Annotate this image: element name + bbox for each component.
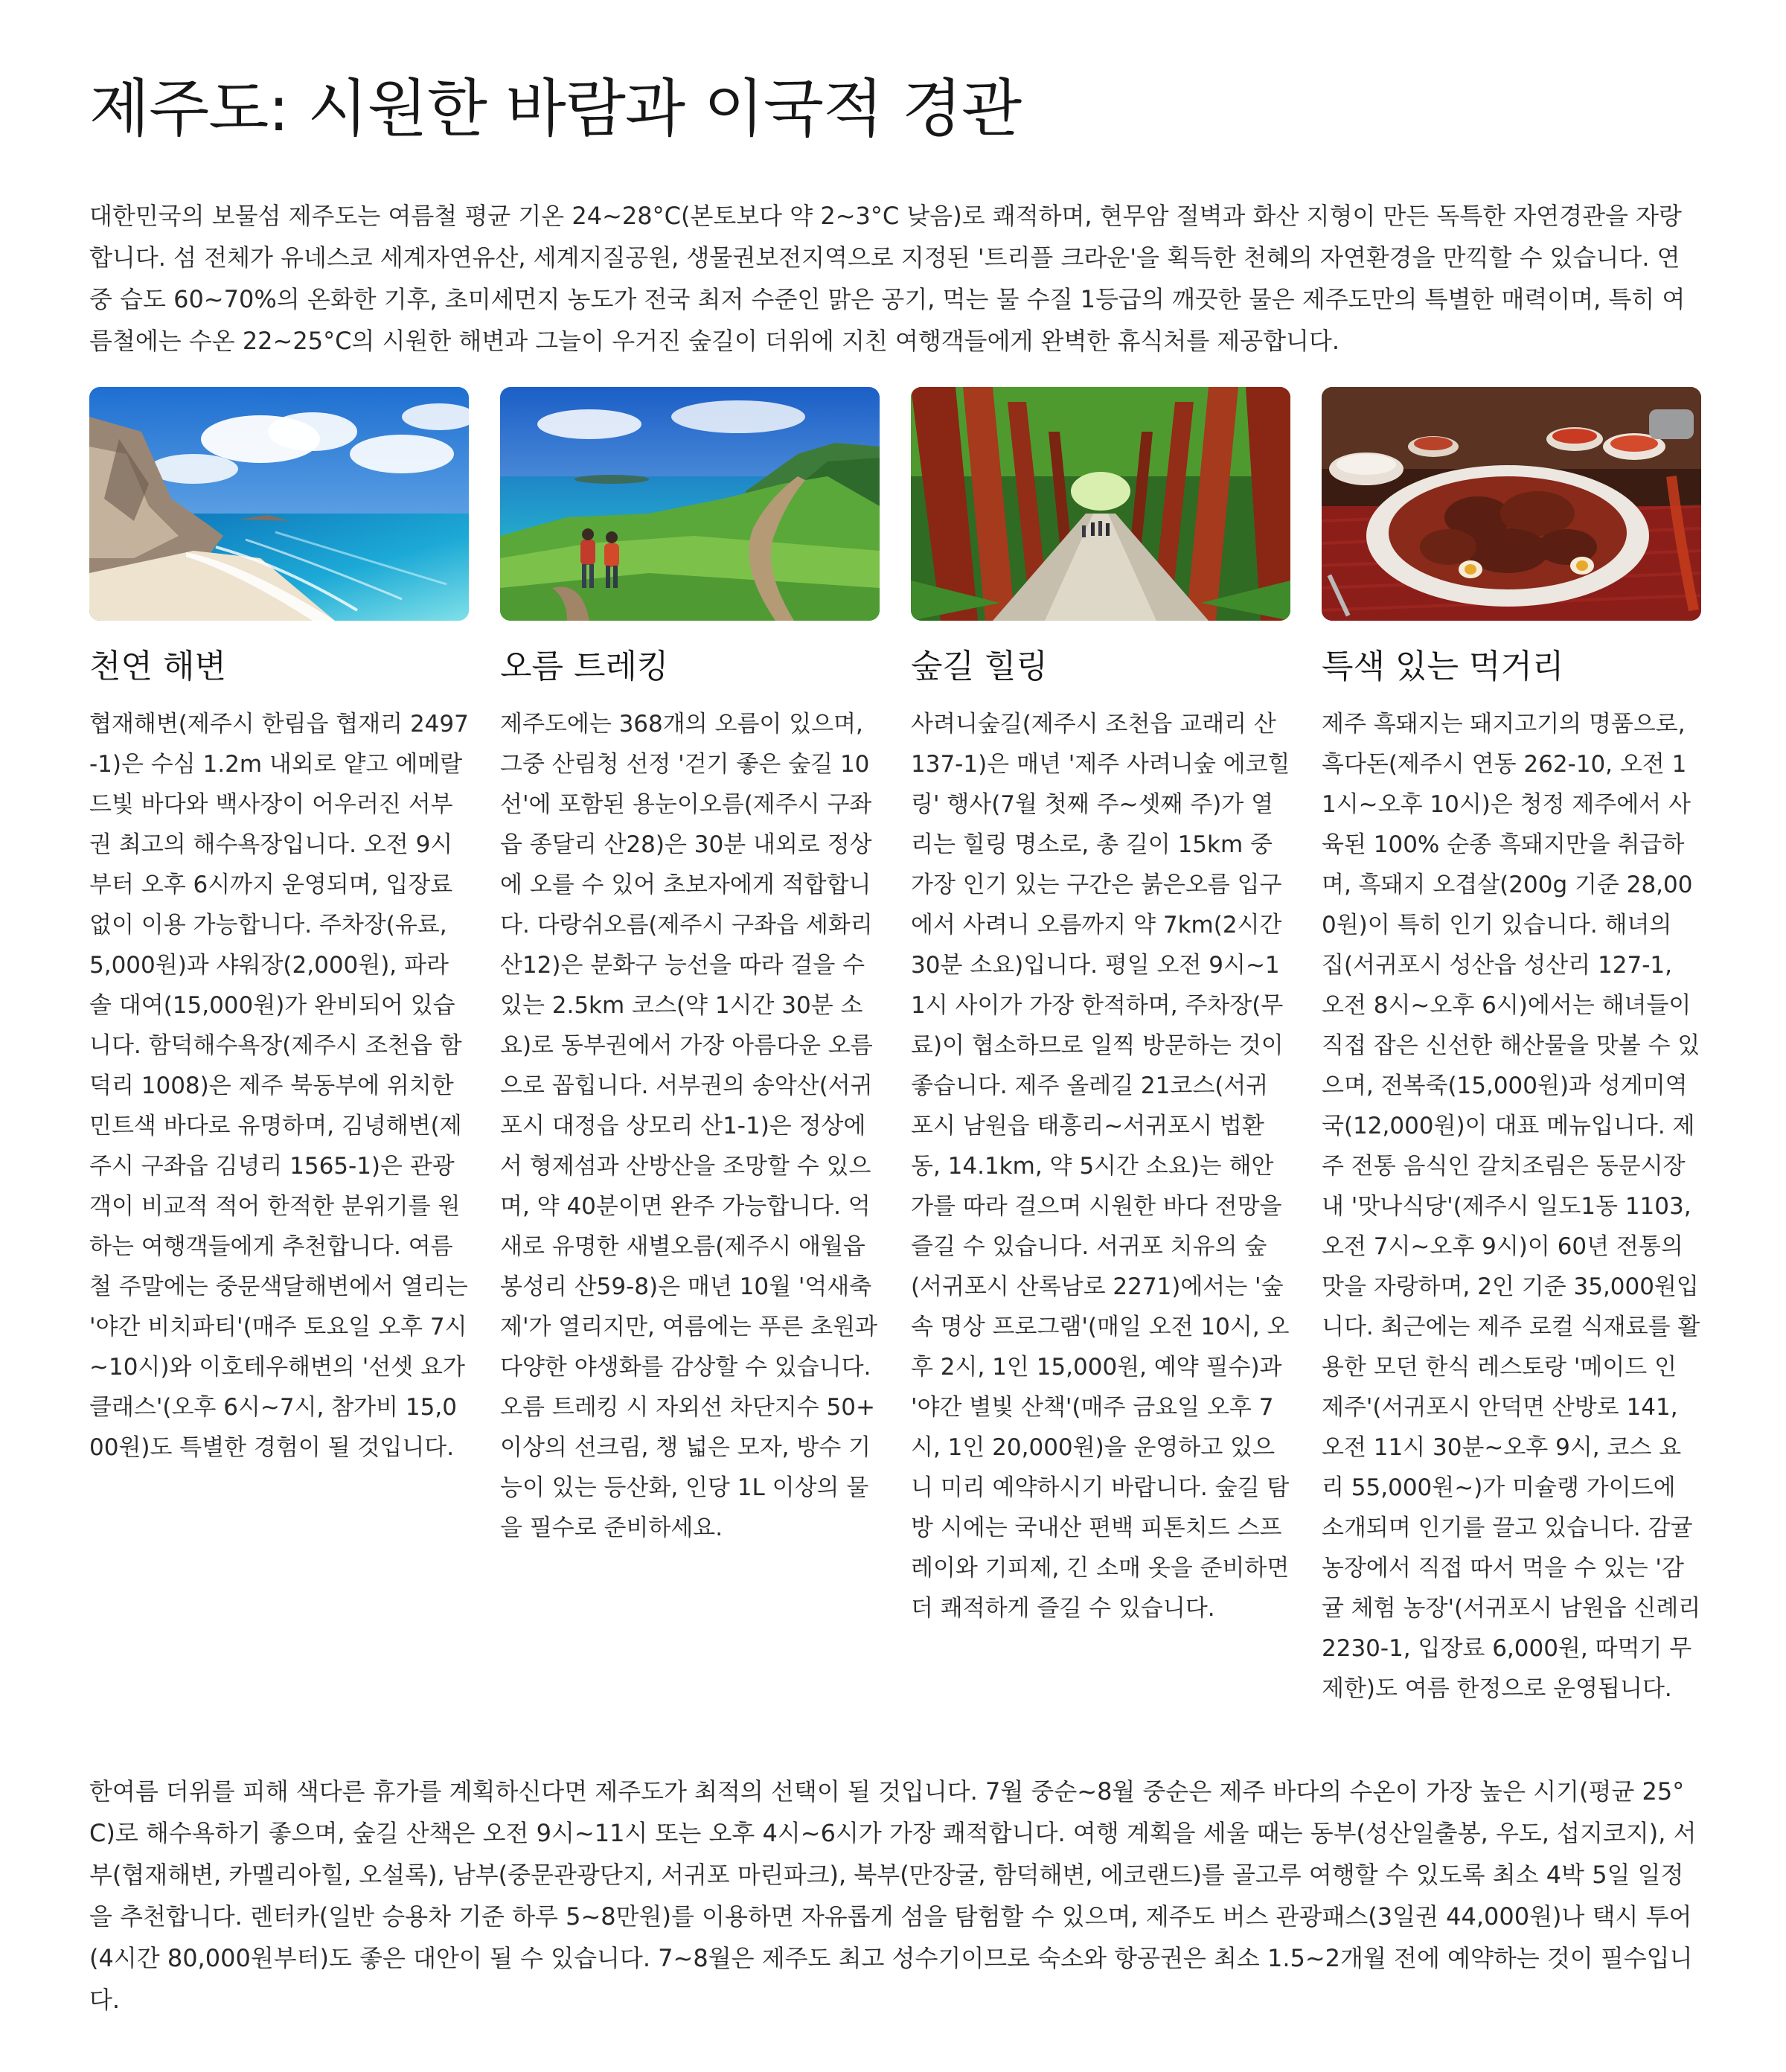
oreum-trekking-photo xyxy=(500,387,880,621)
card-forest xyxy=(911,387,1290,1732)
forest-path-photo xyxy=(911,387,1290,621)
feature-cards xyxy=(89,387,1701,1732)
beach-photo xyxy=(89,387,469,621)
card-oreum xyxy=(500,387,880,1732)
beach-illustration xyxy=(89,387,469,621)
forest-illustration xyxy=(911,387,1290,621)
intro-paragraph: 대한민국의 보물섬 제주도는 여름철 평균 기온 24~28°C(본토보다 약 2~3°C 낮음)로 쾌적하며, 현무암 절벽과 화산 지형이 만든 독특한 자연경관을 자랑합니다. 섬 전체가 유네스코 세계자연유산, 세계지질공원, 생물권보전지역으로 지정된 '트리플 크라운'을 획득한 천혜의 자연환경을 만끽할 수 있습니다. 연중 습도 60~70%의 온화한 기후, 초미세먼지 농도가 전국 최저 수준인 맑은 공기, 먹는 물 수질 1등급의 깨끗한 물은 제주도만의 특별한 매력이며, 특히 여름철에는 수온 22~25°C의 시원한 해변과 그늘이 우거진 숲길이 더위에 지친 여행객들에게 완벽한 휴식처를 제공합니다. xyxy=(89,202,1686,355)
card-title: 특색 있는 먹거리 xyxy=(1322,648,1564,685)
card-text: 협재해변(제주시 한림읍 협재리 2497-1)은 수심 1.2m 내외로 얕고 에메랄드빛 바다와 백사장이 어우러진 서부권 최고의 해수욕장입니다. 오전 9시부터 오후 6시까지 운영되며, 입장료 없이 이용 가능합니다. 주차장(유료, 5,000원)과 샤워장(2,000원), 파라솔 대여(15,000원)가 완비되어 있습니다. 함덕해수욕장(제주시 조천읍 함덕리 1008)은 제주 북동부에 위치한 민트색 바다로 유명하며, 김녕해변(제주시 구좌읍 김녕리 1565-1)은 관광객이 비교적 적어 한적한 분위기를 원하는 여행객들에게 추천합니다. 여름철 주말에는 중문색달해변에서 열리는 '야간 비치파티'(매주 토요일 오후 7시~10시)와 이호테우해변의 '선셋 요가 클래스'(오후 6시~7시, 참가비 15,000원)도 특별한 경험이 될 것입니다. xyxy=(89,711,469,1461)
card-text: 사려니숲길(제주시 조천읍 교래리 산 137-1)은 매년 '제주 사려니숲 에코힐링' 행사(7월 첫째 주~셋째 주)가 열리는 힐링 명소로, 총 길이 15km 중 가장 인기 있는 구간은 붉은오름 입구에서 사려니 오름까지 약 7km(2시간 30분 소요)입니다. 평일 오전 9시~11시 사이가 가장 한적하며, 주차장(무료)이 협소하므로 일찍 방문하는 것이 좋습니다. 제주 올레길 21코스(서귀포시 남원읍 태흥리~서귀포시 법환동, 14.1km, 약 5시간 소요)는 해안가를 따라 걸으며 시원한 바다 전망을 즐길 수 있습니다. 서귀포 치유의 숲(서귀포시 산록남로 2271)에서는 '숲 속 명상 프로그램'(매일 오전 10시, 오후 2시, 1인 15,000원, 예약 필수)과 '야간 별빛 산책'(매주 금요일 오후 7시, 1인 20,000원)을 운영하고 있으니 미리 예약하시기 바랍니다. 숲길 탐방 시에는 국내산 편백 피톤치드 스프레이와 기피제, 긴 소매 옷을 준비하면 더 쾌적하게 즐길 수 있습니다. xyxy=(911,711,1290,1622)
black-pork-dish-photo xyxy=(1322,387,1701,621)
closing-paragraph: 한여름 더위를 피해 색다른 휴가를 계획하신다면 제주도가 최적의 선택이 될 것입니다. 7월 중순~8월 중순은 제주 바다의 수온이 가장 높은 시기(평균 25°C)로 해수욕하기 좋으며, 숲길 산책은 오전 9시~11시 또는 오후 4시~6시가 가장 쾌적합니다. 여행 계획을 세울 때는 동부(성산일출봉, 우도, 섭지코지), 서부(협재해변, 카멜리아힐, 오설록), 남부(중문관광단지, 서귀포 마린파크), 북부(만장굴, 함덕해변, 에코랜드)를 골고루 여행할 수 있도록 최소 4박 5일 일정을 추천합니다. 렌터카(일반 승용차 기준 하루 5~8만원)를 이용하면 자유롭게 섬을 탐험할 수 있으며, 제주도 버스 관광패스(3일권 44,000원)나 택시 투어(4시간 80,000원부터)도 좋은 대안이 될 수 있습니다. 7~8월은 제주도 최고 성수기이므로 숙소와 항공권은 최소 1.5~2개월 전에 예약하는 것이 필수입니다. xyxy=(89,1777,1697,2014)
card-food xyxy=(1322,387,1701,1732)
card-text: 제주도에는 368개의 오름이 있으며, 그중 산림청 선정 '걷기 좋은 숲길 10선'에 포함된 용눈이오름(제주시 구좌읍 종달리 산28)은 30분 내외로 정상에 오를 수 있어 초보자에게 적합합니다. 다랑쉬오름(제주시 구좌읍 세화리 산12)은 분화구 능선을 따라 걸을 수 있는 2.5km 코스(약 1시간 30분 소요)로 동부권에서 가장 아름다운 오름으로 꼽힙니다. 서부권의 송악산(서귀포시 대정읍 상모리 산1-1)은 정상에서 형제섬과 산방산을 조망할 수 있으며, 약 40분이면 완주 가능합니다. 억새로 유명한 새별오름(제주시 애월읍 봉성리 산59-8)은 매년 10월 '억새축제'가 열리지만, 여름에는 푸른 초원과 다양한 야생화를 감상할 수 있습니다. 오름 트레킹 시 자외선 차단지수 50+ 이상의 선크림, 챙 넓은 모자, 방수 기능이 있는 등산화, 인당 1L 이상의 물을 필수로 준비하세요. xyxy=(500,711,877,1541)
page-title: 제주도: 시원한 바람과 이국적 경관 xyxy=(89,72,1022,145)
card-beach xyxy=(89,387,469,1732)
card-title: 오름 트레킹 xyxy=(500,648,669,685)
card-title: 숲길 힐링 xyxy=(911,648,1049,685)
food-illustration xyxy=(1322,387,1701,621)
card-title: 천연 해변 xyxy=(89,648,227,685)
card-text: 제주 흑돼지는 돼지고기의 명품으로, 흑다돈(제주시 연동 262-10, 오전 11시~오후 10시)은 청정 제주에서 사육된 100% 순종 흑돼지만을 취급하며, 흑돼지 오겹살(200g 기준 28,000원)이 특히 인기 있습니다. 해녀의 집(서귀포시 성산읍 성산리 127-1, 오전 8시~오후 6시)에서는 해녀들이 직접 잡은 신선한 해산물을 맛볼 수 있으며, 전복죽(15,000원)과 성게미역국(12,000원)이 대표 메뉴입니다. 제주 전통 음식인 갈치조림은 동문시장 내 '맛나식당'(제주시 일도1동 1103, 오전 7시~오후 9시)이 60년 전통의 맛을 자랑하며, 2인 기준 35,000원입니다. 최근에는 제주 로컬 식재료를 활용한 모던 한식 레스토랑 '메이드 인 제주'(서귀포시 안덕면 산방로 141, 오전 11시 30분~오후 9시, 코스 요리 55,000원~)가 미슐랭 가이드에 소개되며 인기를 끌고 있습니다. 감귤 농장에서 직접 따서 먹을 수 있는 '감귤 체험 농장'(서귀포시 남원읍 신례리 2230-1, 입장료 6,000원, 따먹기 무제한)도 여름 한정으로 운영됩니다. xyxy=(1322,711,1701,1702)
trekking-illustration xyxy=(500,387,880,621)
